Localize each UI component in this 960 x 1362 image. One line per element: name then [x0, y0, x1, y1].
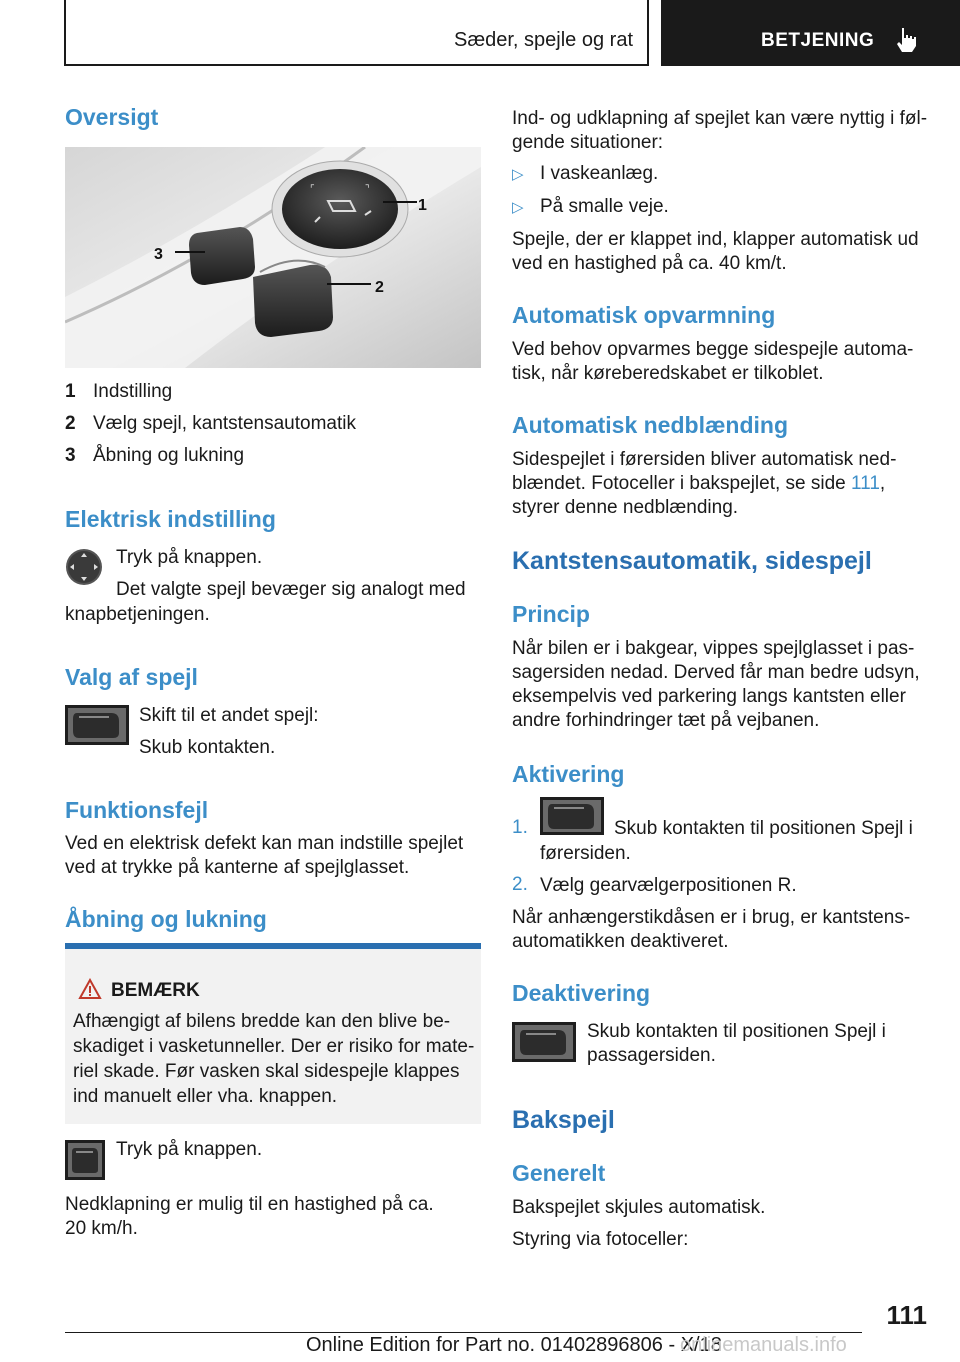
section-title: Sæder, spejle og rat: [454, 29, 633, 51]
warning-triangle-icon: [78, 978, 102, 1000]
text-princip-3: eksempelvis ved parkering langs kantsten eller: [512, 686, 906, 707]
page-number: 111: [886, 1300, 927, 1330]
text-opv-2: tisk, når køreberedskabet er tilkoblet.: [512, 363, 824, 384]
text-spejle-2: ved en hastighed på ca. 40 km/t.: [512, 253, 787, 274]
warning-line: Afhængigt af bilens bredde kan den blive be-: [73, 1011, 451, 1032]
text-nedbl-3: styrer denne nedblænding.: [512, 497, 739, 518]
heading-aktivering: Aktivering: [512, 761, 625, 787]
heading-aabning-og-lukning: Åbning og lukning: [65, 906, 267, 932]
text-akt-1b: førersiden.: [540, 843, 631, 864]
text-skub: Skub kontakten.: [139, 737, 276, 758]
text-funktion-2: ved at trykke på kanterne af spejlglasset.: [65, 857, 410, 878]
text-nedbl-2a: blændet. Fotoceller i bakspejlet, se side: [512, 473, 852, 494]
legend-num: 2: [65, 413, 76, 434]
bullet-text: På smalle veje.: [540, 196, 669, 217]
text-intro-1: Ind- og udklapning af spejlet kan være nyttig i føl-: [512, 108, 928, 129]
heading-kantstensautomatik: Kantstensautomatik, sidespejl: [512, 547, 872, 575]
chapter-title: BETJENING: [761, 30, 875, 51]
warning-line: skadiget i vasketunneller. Der er risiko for mate-: [73, 1036, 475, 1057]
fold-mirror-button-icon: [65, 1140, 105, 1180]
text-akt-2: Vælg gearvælgerpositionen R.: [540, 875, 797, 896]
heading-deaktivering: Deaktivering: [512, 980, 651, 1006]
text-nedklapning-2: 20 km/h.: [65, 1218, 138, 1239]
text-princip-4: andre forhindringer tæt på vejbanen.: [512, 710, 820, 731]
chapter-tab: [661, 0, 960, 66]
text-knapbetjening: knapbetjeningen.: [65, 604, 210, 625]
text-intro-2: gende situationer:: [512, 132, 664, 153]
warning-line: riel skade. Før vasken skal sidespejle klappes: [73, 1061, 460, 1082]
footer-divider: [65, 1332, 862, 1333]
edition-text: Online Edition for Part no. 01402896806 - X/18: [306, 1334, 722, 1356]
text-akt-note-1: Når anhængerstikdåsen er i brug, er kantstens-: [512, 907, 911, 928]
heading-princip: Princip: [512, 601, 590, 627]
heading-valg-af-spejl: Valg af spejl: [65, 664, 198, 690]
mirror-adjust-button-icon: [65, 548, 103, 586]
mirror-select-switch-icon: [512, 1022, 576, 1062]
text-akt-1a: Skub kontakten til positionen Spejl i: [614, 818, 913, 839]
mirror-select-switch-icon: [540, 797, 604, 835]
heading-automatisk-opvarmning: Automatisk opvarmning: [512, 302, 776, 328]
svg-text:⌝: ⌝: [365, 184, 370, 195]
legend-num: 3: [65, 445, 76, 466]
callout-2: 2: [375, 279, 384, 296]
watermark-text: onlinemanuals.info: [680, 1334, 847, 1356]
text-deakt-2: passagersiden.: [587, 1045, 716, 1066]
bullet-triangle-icon: ▷: [512, 166, 524, 183]
text-princip-1: Når bilen er i bakgear, vippes spejlglasset i pas-: [512, 638, 915, 659]
heading-generelt: Generelt: [512, 1160, 606, 1186]
bullet-text: I vaskeanlæg.: [540, 163, 659, 184]
text-nedbl-2: [512, 472, 885, 497]
heading-funktionsfejl: Funktionsfejl: [65, 797, 209, 823]
text-opv-1: Ved behov opvarmes begge sidespejle automa-: [512, 339, 914, 360]
text-funktion-1: Ved en elektrisk defekt kan man indstille spejlet: [65, 833, 464, 854]
legend-num: 1: [65, 381, 76, 402]
legend-text: Indstilling: [93, 381, 173, 402]
text-deakt-1: Skub kontakten til positionen Spejl i: [587, 1021, 886, 1042]
heading-automatisk-nedblaending: Automatisk nedblænding: [512, 412, 788, 438]
page-header: [64, 0, 960, 66]
step-number: 1.: [512, 817, 528, 838]
heading-oversigt: Oversigt: [65, 104, 159, 130]
text-nedbl-1: Sidespejlet i førersiden bliver automatisk ned-: [512, 449, 897, 470]
text-nedklapning-1: Nedklapning er mulig til en hastighed på ca.: [65, 1194, 434, 1215]
mirror-control-photo: [65, 147, 481, 368]
text-tryk: Tryk på knappen.: [116, 547, 263, 568]
legend-text: Åbning og lukning: [93, 445, 245, 466]
warning-text: [73, 1009, 477, 1109]
heading-elektrisk-indstilling: Elektrisk indstilling: [65, 506, 276, 532]
mirror-select-switch-icon: [65, 705, 129, 745]
text-skift: Skift til et andet spejl:: [139, 705, 319, 726]
section-tab: [64, 0, 649, 66]
text-gen-1: Bakspejlet skjules automatisk.: [512, 1197, 766, 1218]
page-link-111[interactable]: 111: [851, 473, 880, 494]
warning-title: BEMÆRK: [111, 980, 200, 1001]
text-princip-2: sagersiden nedad. Derved får man bedre udsyn,: [512, 662, 920, 683]
step-number: 2.: [512, 874, 528, 895]
bullet-triangle-icon: ▷: [512, 199, 524, 216]
callout-3: 3: [154, 246, 163, 263]
warning-line: ind manuelt eller vha. knappen.: [73, 1086, 338, 1107]
warning-box: [65, 943, 481, 1124]
legend-text: Vælg spejl, kantstensautomatik: [93, 413, 356, 434]
text-tryk-2: Tryk på knappen.: [116, 1139, 263, 1160]
svg-text:⌜: ⌜: [310, 184, 315, 195]
callout-1: 1: [418, 197, 427, 214]
heading-bakspejl: Bakspejl: [512, 1106, 615, 1134]
text-spejle-1: Spejle, der er klappet ind, klapper automatisk ud: [512, 229, 919, 250]
text-akt-note-2: automatikken deaktiveret.: [512, 931, 729, 952]
text-analogt: Det valgte spejl bevæger sig analogt med: [116, 579, 466, 600]
pointing-hand-icon: [894, 26, 920, 54]
text-nedbl-2b: ,: [879, 473, 886, 494]
text-gen-2: Styring via fotoceller:: [512, 1229, 689, 1250]
